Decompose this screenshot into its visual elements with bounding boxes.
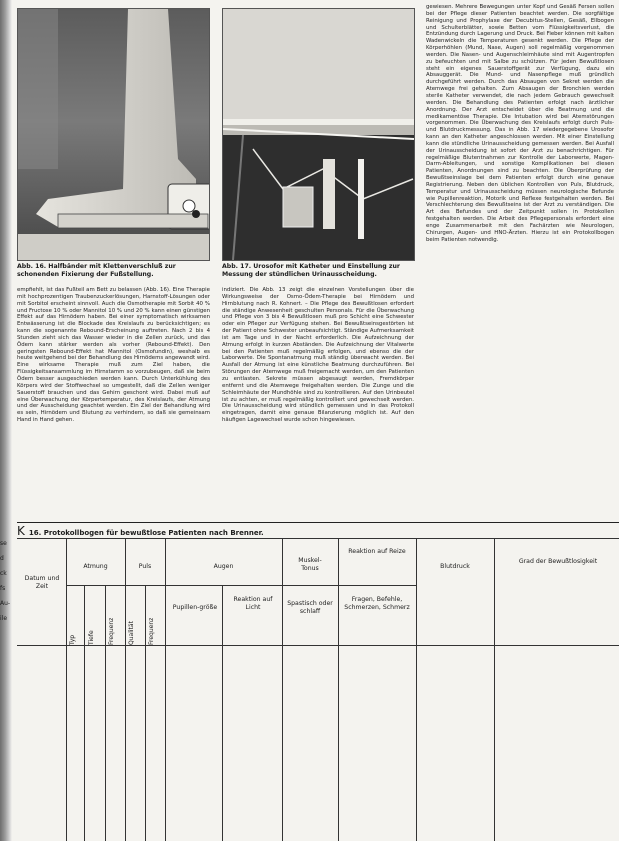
grid-line-v2 [125,538,126,841]
grid-line-h1 [17,538,619,539]
body-column-1: empfiehlt, ist das Fußteil am Bett zu belassen (Abb. 16). Eine Therapie mit hochprozentigen Traubenzuckerlösungen, Harnstoff-Lösungen oder mit Sorbitol erscheint sinnvoll. Auch die Osmotherapie mit Sorbit 40 % und Fructose 10 % oder Mannitol 10 % und 20 % kann einen günstigen Effekt auf das Hirnödem haben. Bei einer symptomatisch wirksamen Entwässerung ist die Blockade des Kreislaufs zu berücksichtigen; es kann die sogenannte Rebound-Erscheinung auftreten. Nach 2 bis 4 Stunden zieht sich das Wasser wieder in die Zellen zurück, und das Ödem kann stärker werden als vorher (Rebound-Effekt). Den geringsten Rebound-Effekt hat Mannitol (Osmofundin), weshalb es heute weitgehend bei der Behandlung des Hirnödems angewandt wird. Eine wirksame Therapie muß zum Ziel haben, die Flüssigkeitsansammlung im Hirnstamm so vorzubeugen, daß sie beim Ödem besser ausgeschieden werden kann. Durch Unterkühlung des Körpers wird der Stoffwechsel so umgestellt, daß die Zellen weniger Sauerstoff brauchen und das Gehirn geschont wird. Dabei muß auf eine Überwachung der Körpertemperatur, des Kreislaufs, der Atmung und der Ausscheidung geachtet werden. Ein Ziel der Behandlung wird es sein, Hirnödem und Blutung zu verhindern, so daß sie gemeinsam Hand in Hand gehen. [17,287,210,424]
subheader-pupillengroesse: Pupillen-größe [172,604,218,611]
table-top-rule [17,522,619,523]
ankle-strap-photo-icon [18,9,209,260]
subheader-tiefe: Tiefe [88,630,95,645]
urine-collector-photo-icon [223,9,414,260]
figure-16-caption: Abb. 16. Halfbänder mit Klettenverschluß zur schonenden Fixierung der Fußstellung. [17,263,176,278]
grid-line-v3 [165,538,166,841]
header-augen: Augen [213,563,234,570]
figure-16-photo [17,8,210,261]
table-title-text: 16. Protokollbogen für bewußtlose Patienten nach Brenner. [28,529,264,537]
subheader-reaktion-licht: Reaktion auf Licht [233,596,273,611]
header-reaktion: Reaktion auf Reize [348,548,406,555]
margin-note-5: Au- [0,600,11,607]
figure-17-caption: Abb. 17. Urosofor mit Katheter und Einstellung zur Messung der stündlichen Urinausscheidung. [222,263,400,278]
grid-line-v7 [494,538,495,841]
grid-line-puls-qual [145,586,146,841]
grid-line-v1 [66,538,67,841]
margin-note-3: ck [0,570,7,577]
subheader-fragen: Fragen, Befehle, Schmerzen, Schmerz [344,596,410,611]
subheader-typ: Typ [69,634,76,645]
subheader-spastisch: Spastisch oder schlaff [287,600,333,615]
figure-17-photo [222,8,415,261]
grid-line-v6 [416,538,417,841]
table-title-mark: K [17,524,25,538]
header-grad: Grad der Bewußtlosigkeit [518,558,598,565]
grid-line-sub-c [282,585,338,586]
grid-line-sub-a [66,585,165,586]
margin-note-6: ile [0,615,8,622]
grid-line-sub-d [338,585,416,586]
header-blutdruck: Blutdruck [440,563,470,570]
grid-line-atmung-tiefe [105,586,106,841]
body-column-3: gewiesen. Mehrere Bewegungen unter Kopf und Gesäß Fersen sollen bei der Pflege dieser Patienten beachtet werden. Die sorgfältige Reinigung und Prophylaxe der Decubitus-Stellen, Gesäß, Ellbogen und Schulterblätter, sowie Betten vom Flüssigkeitsverlust, die Entzündung durch Lagerung und Druck. Bei Fieber können mit kalten Wadenwickeln die Temperaturen gesenkt werden. Die Pflege der Körperhöhlen (Mund, Nase, Augen) soll regelmäßig vorgenommen werden. Die Nasen- und Augenschleimhäute sind mit Augentropfen zu befeuchten und mit Salbe zu schützen. Für jeden Bewußtlosen steht ein eigenes Sauerstoffgerät zur Verfügung, dazu ein Absauggerät. Die Mund- und Nasenpflege muß gründlich durchgeführt werden. Durch das Absaugen von Sekret werden die Atemwege frei gehalten. Zum Absaugen der Bronchien werden sterile Katheter verwendet, die nach jedem Gebrauch gewechselt werden. Die Behandlung des Patienten erfolgt nach ärztlicher Anordnung. Der Arzt entscheidet über die Beatmung und die medikamentöse Therapie. Die Intubation wird bei Atemstörungen vorgenommen. Die Überwachung des Kreislaufs erfolgt durch Puls- und Blutdruckmessung. Das in Abb. 17 wiedergegebene Urosofor kann an den Katheter angeschlossen werden. Mit einer Einstellung kann die stündliche Urinausscheidung gemessen werden. Bei Ausfall der Urinausscheidung ist sofort der Arzt zu benachrichtigen. Für regelmäßige Blutentnahmen zur Kontrolle der Laborwerte, Magen-Darm-Ableitungen, und sonstige Komplikationen bei diesen Patienten, Anordnungen sind zu beachten. Die Überprüfung der Bewußtseinslage bei dem Patienten erfolgt durch eine genaue Registrierung. Neben den üblichen Kontrollen von Puls, Blutdruck, Temperatur und Urinausscheidung müssen neurologische Befunde wie Pupillenreaktion, Motorik und Reflexe festgehalten werden. Bei Verschlechterung des Bewußtseins ist der Arzt zu verständigen. Die Art des Befundes und der Zeitpunkt sollen in Protokollen festgehalten werden. Die Arbeit des Pflegepersonals erfordert eine enge Zusammenarbeit mit den Fachärzten wie Neurologen, Chirurgen, Augen- und HNO-Ärzten. Hierzu ist ein Protokollbogen beim Patienten notwendig. [426,4,614,243]
subheader-qualitaet: Qualität [128,621,135,645]
grid-line-h2 [17,645,619,646]
grid-line-augen-sub [222,586,223,841]
header-datum: Datum und Zeit [24,575,60,590]
subheader-frequenz-puls: Frequenz [148,617,155,645]
body-column-2: indiziert. Die Abb. 13 zeigt die einzelnen Vorstellungen über die Wirkungsweise der Osmo-Ödem-Therapie bei Hirnödem und Hirnblutung nach R. Kohnert. – Die Pflege des Bewußtlosen erfordert die ständige Anwesenheit geschulten Personals. Für die Überwachung und Pflege von 3 bis 4 Bewußtlosen muß pro Schicht eine Schwester oder ein Pfleger zur Verfügung stehen. Bei Bewußtseinsgestörten ist der Patient ohne Schwester unbeaufsichtigt. Ständige Aufmerksamkeit ist am Tage und in der Nacht erforderlich. Die Aufzeichnung der Atmung erfolgt in kurzen Abständen. Die Aufzeichnung der Vitalwerte bei den Patienten muß regelmäßig erfolgen, und ebenso die der Laborwerte. Die Spontanatmung muß ständig überwacht werden. Bei Ausfall der Atmung ist eine künstliche Beatmung durchzuführen. Bei Störungen der Atemwege muß freigemacht werden, um den Patienten zu entlasten. Sekrete müssen abgesaugt werden, Fremdkörper entfernt und die Atemwege freigehalten werden. Die Zunge und die Schleimhäute der Mundhöhle sind zu kontrollieren. Auf den Urinbeutel ist zu achten, er muß regelmäßig kontrolliert und gewechselt werden. Die Urinausscheidung wird stündlich gemessen und in das Protokoll eingetragen, damit eine genaue Bilanzierung möglich ist. Auf den häufigen Lagewechsel wurde schon hingewiesen. [222,287,414,424]
grid-line-atmung-typ [84,586,85,841]
margin-note-1: se [0,540,7,547]
header-puls: Puls [138,563,152,570]
page-edge-shadow [0,0,12,841]
grid-line-sub-b [165,585,282,586]
header-atmung: Atmung [83,563,108,570]
grid-line-v5 [338,538,339,841]
grid-line-v4 [282,538,283,841]
subheader-frequenz-atmung: Frequenz [108,617,115,645]
header-muskel: Muskel-Tonus [298,557,322,572]
margin-note-2: d [0,555,4,562]
margin-note-4: fs [0,585,6,592]
table-title [17,524,264,538]
